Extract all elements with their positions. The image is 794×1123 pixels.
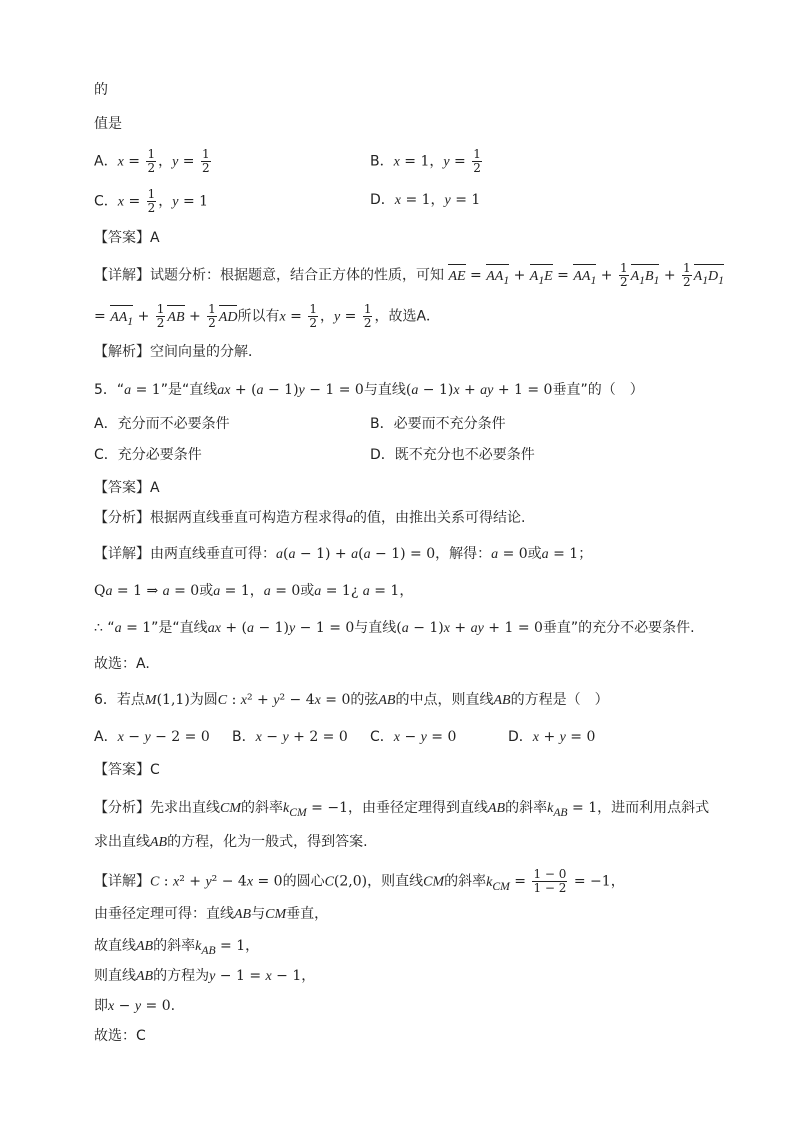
- q5-analysis: 【分析】根据两直线垂直可构造方程求得a的值，由推出关系可得结论.: [94, 510, 526, 526]
- q5-option-a: A．充分而不必要条件: [94, 416, 230, 432]
- q6-step-4: 即x − y = 0.: [94, 998, 176, 1014]
- q6-step-1: 由垂径定理可得：直线AB与CM垂直，: [94, 906, 329, 922]
- text-fragment-de: 的: [94, 82, 108, 98]
- q4-option-c: C．x = $\frac{1}{2}$ ，y = 1: [94, 187, 209, 215]
- q5-stem: 5．“a = 1”是“直线ax + (a − 1)y − 1 = 0与直线(a − 1)x + ay + 1 = 0垂直”的（ ）: [94, 382, 644, 398]
- q6-option-c: C．x − y = 0: [370, 729, 457, 745]
- q4-option-a: A．x = $\frac{1}{2}$ ，y = $\frac{1}{2}$: [94, 147, 210, 175]
- q5-final: 故选：A.: [94, 656, 150, 672]
- q6-answer: 【答案】C: [94, 762, 160, 778]
- q5-detail-implication: Qa = 1 ⇒ a = 0或a = 1，a = 0或a = 1¿ a = 1，: [94, 583, 414, 599]
- q6-option-d: D．x + y = 0: [508, 729, 596, 745]
- q6-option-a: A．x − y − 2 = 0: [94, 729, 210, 745]
- q4-answer: 【答案】A: [94, 230, 160, 246]
- q6-detail: 【详解】C : x² + y² − 4x = 0的圆心C(2,0)，则直线CM的斜率$k_{CM}$ = $\frac{1 - 0}{1 - 2}$ = −1，: [94, 867, 625, 895]
- q6-option-b: B．x − y + 2 = 0: [232, 729, 348, 745]
- q5-option-b: B．必要而不充分条件: [370, 416, 506, 432]
- q5-option-c: C．充分必要条件: [94, 447, 202, 463]
- q5-answer: 【答案】A: [94, 480, 160, 496]
- q5-option-d: D．既不充分也不必要条件: [370, 447, 535, 463]
- q4-option-d: D．x = 1，y = 1: [370, 192, 481, 208]
- q5-detail-conclusion: ∴ “a = 1”是“直线ax + (a − 1)y − 1 = 0与直线(a − 1)x + ay + 1 = 0垂直”的充分不必要条件.: [94, 620, 695, 636]
- q6-analysis-continued: 求出直线AB的方程，化为一般式，得到答案.: [94, 834, 368, 850]
- q5-detail: 【详解】由两直线垂直可得：a(a − 1) + a(a − 1) = 0，解得：a = 0或a = 1；: [94, 546, 593, 562]
- q4-option-b: B．x = 1，y = $\frac{1}{2}$: [370, 147, 481, 175]
- q6-analysis: 【分析】先求出直线CM的斜率$k_{CM} = -1$，由垂径定理得到直线AB的斜率$k_{AB} = 1$，进而利用点斜式: [94, 800, 710, 819]
- q6-stem: 6．若点M(1,1)为圆C : x² + y² − 4x = 0的弦AB的中点，则直线AB的方程是（ ）: [94, 692, 609, 708]
- q6-step-2: 故直线AB的斜率$k_{AB} = 1$，: [94, 938, 260, 957]
- q4-analysis: 【解析】空间向量的分解．: [94, 344, 262, 360]
- text-fragment-value: 值是: [94, 116, 122, 132]
- q6-final: 故选：C: [94, 1028, 146, 1044]
- q4-detail: 【详解】试题分析：根据题意，结合正方体的性质，可知 AE = $AA_1 + A_1E = AA_1$ + $\frac{1}{2}$ $A_1B_1$ + $\frac{1}{2}$ $A_1D_1$: [94, 261, 724, 289]
- q4-detail-continued: = $AA_1$ + $\frac{1}{2}$ AB + $\frac{1}{2}$ AD所以有x = $\frac{1}{2}$ ，y = $\frac{1}{2}$ ，故选A．: [94, 302, 441, 330]
- q6-step-3: 则直线AB的方程为y − 1 = x − 1，: [94, 968, 316, 984]
